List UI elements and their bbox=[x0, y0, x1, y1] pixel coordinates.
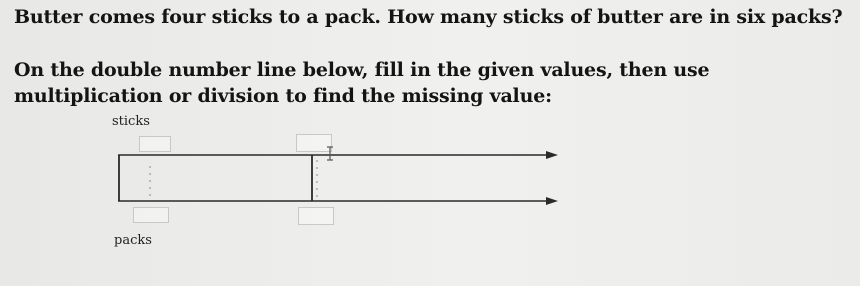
problem-question: Butter comes four sticks to a pack. How many sticks of butter are in six packs? bbox=[14, 6, 843, 28]
sticks-arrowhead bbox=[546, 151, 558, 159]
text-cursor-icon bbox=[327, 147, 333, 160]
sticks-number-line bbox=[118, 151, 558, 159]
packs-number-line bbox=[118, 197, 558, 205]
sticks-label: sticks bbox=[112, 114, 150, 129]
packs-arrowhead bbox=[546, 197, 558, 205]
packs-label: packs bbox=[114, 233, 152, 248]
problem-instruction: On the double number line below, fill in the given values, then use multiplication or division to find the missing value: bbox=[14, 59, 710, 107]
